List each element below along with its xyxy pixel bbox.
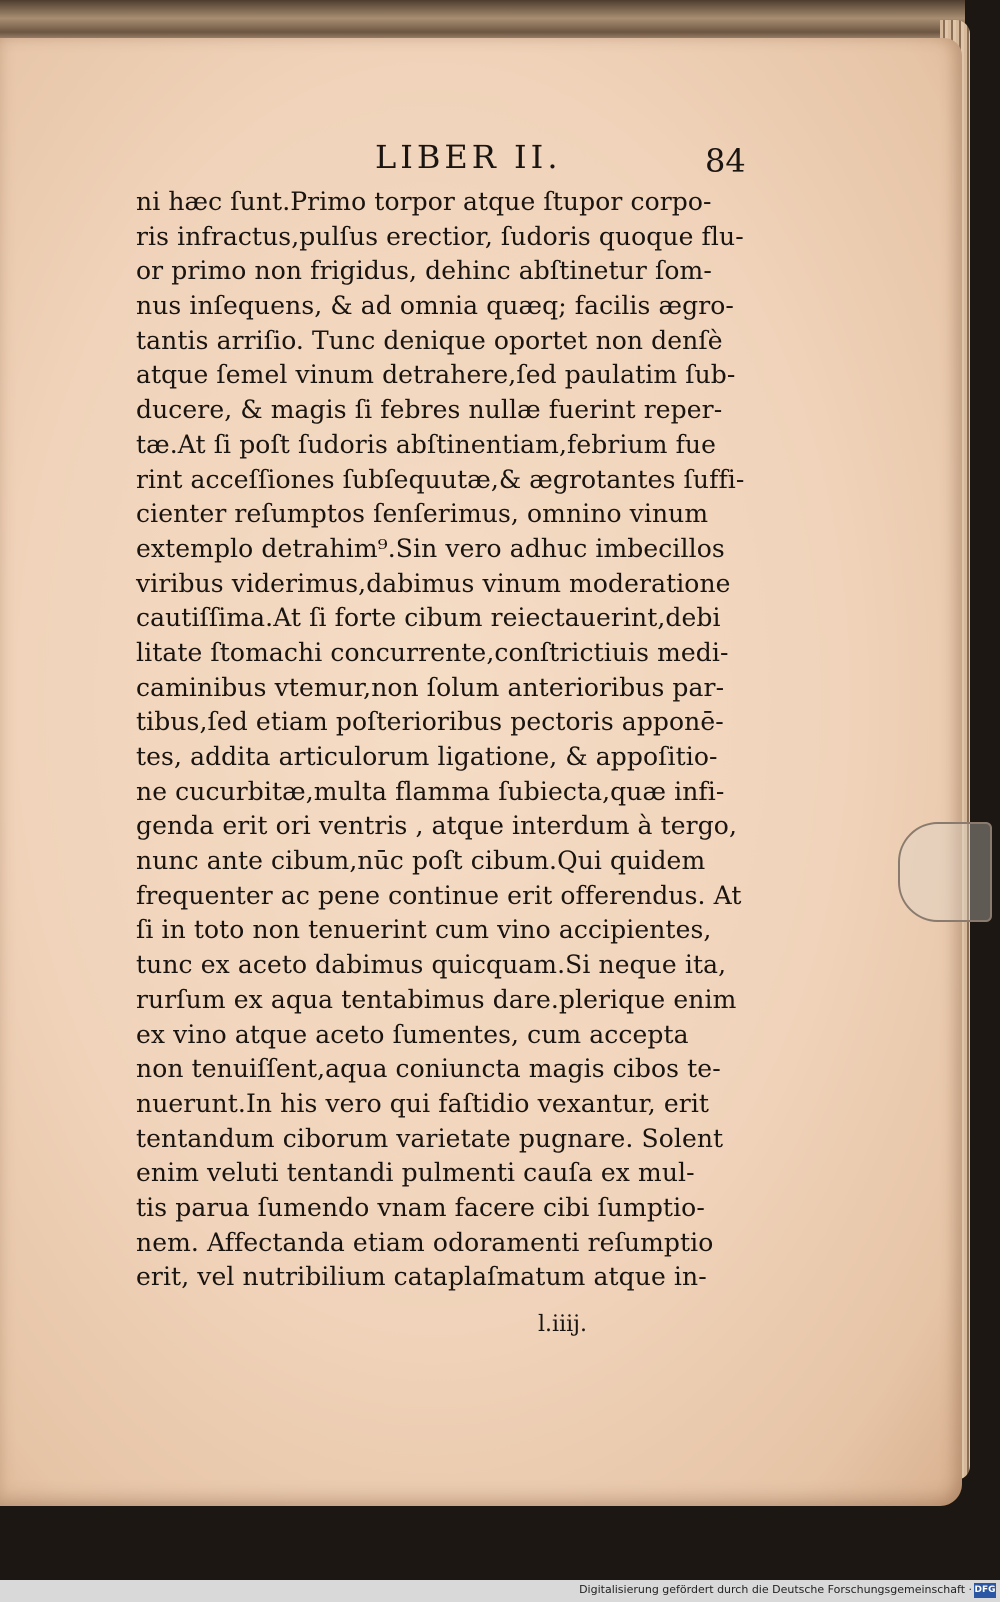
text-line: nuerunt.In his vero qui faſtidio vexantur, erit [136, 1088, 710, 1118]
text-line: litate ſtomachi concurrente,conſtrictiuis medi- [136, 637, 729, 667]
text-line: cienter reſumptos ſenſerimus, omnino vinum [136, 499, 709, 529]
text-line: caminibus vtemur,non ſolum anterioribus par- [136, 672, 725, 702]
text-line: ducere, & magis ſi febres nullæ fuerint reper- [136, 395, 723, 425]
footer-bar [0, 1580, 1000, 1602]
text-line: enim veluti tentandi pulmenti cauſa ex mul- [136, 1158, 695, 1188]
text-line: tentandum ciborum varietate pugnare. Solent [136, 1123, 724, 1153]
text-line: ni hæc ſunt.Primo torpor atque ſtupor corpo- [136, 187, 712, 216]
text-line: tæ.At ſi poſt ſudoris abſtinentiam,febrium fue [136, 429, 717, 459]
text-line: or primo non frigidus, dehinc abſtinetur ſom- [136, 256, 712, 286]
body-text [136, 185, 786, 1295]
text-line: tes, addita articulorum ligatione, & appoſitio- [136, 742, 718, 771]
page-header [375, 138, 755, 178]
text-line: nunc ante cibum,nūc poſt cibum.Qui quidem [136, 846, 706, 876]
text-line: extemplo detrahim⁹.Sin vero adhuc imbecillos [136, 533, 725, 563]
text-line: cautiſſima.At ſi forte cibum reiectauerint,debi [136, 603, 721, 633]
text-line: rint acceſſiones ſubſequutæ,& ægrotantes ſuffi- [136, 464, 745, 494]
text-line: ne cucurbitæ,multa flamma ſubiecta,quæ infi- [136, 776, 725, 806]
footer-credit: Digitalisierung gefördert durch die Deutsche Forschungsgemeinschaft · [579, 1583, 972, 1596]
text-line: tibus,ſed etiam poſterioribus pectoris apponē- [136, 707, 724, 737]
text-line: non tenuiſſent,aqua coniuncta magis cibos te- [136, 1054, 721, 1084]
text-line: tis parua ſumendo vnam facere cibi ſumptio- [136, 1192, 705, 1222]
page-clip [898, 822, 992, 922]
text-line: tunc ex aceto dabimus quicquam.Si neque ita, [136, 950, 727, 980]
text-line: ris infractus,pulſus erectior, ſudoris quoque flu- [136, 221, 744, 251]
text-line: atque ſemel vinum detrahere,ſed paulatim ſub- [136, 360, 736, 390]
text-line: nus inſequens, & ad omnia quæq; facilis ægro- [136, 291, 734, 321]
page-number: 84 [705, 142, 746, 180]
signature-mark: l.iiij. [538, 1312, 587, 1337]
text-line: nem. Affectanda etiam odoramenti reſumptio [136, 1227, 714, 1257]
text-line: tantis arriſio. Tunc denique oportet non denſè [136, 325, 723, 355]
text-line: erit, vel nutribilium cataplaſmatum atque in- [136, 1262, 707, 1292]
text-line: viribus viderimus,dabimus vinum moderatione [136, 568, 731, 598]
text-line: rurſum ex aqua tentabimus dare.plerique enim [136, 984, 737, 1014]
text-line: ex vino atque aceto ſumentes, cum accepta [136, 1019, 689, 1049]
running-head: LIBER II. [375, 138, 562, 176]
text-line: ſi in toto non tenuerint cum vino accipientes, [136, 915, 712, 945]
text-line: genda erit ori ventris , atque interdum à tergo, [136, 811, 738, 841]
text-line: frequenter ac pene continue erit offerendus. At [136, 880, 742, 910]
dfg-logo-icon: DFG [974, 1583, 996, 1598]
